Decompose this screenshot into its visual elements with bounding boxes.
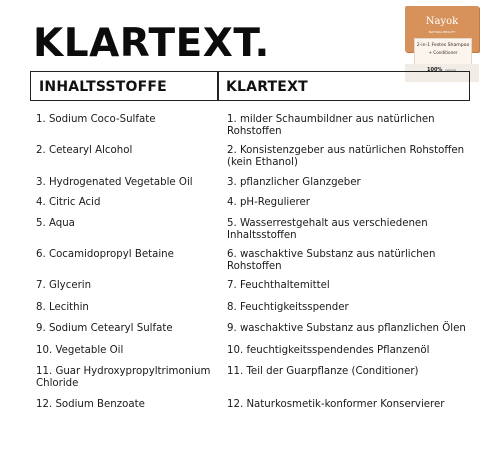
page-title: KLARTEXT. (33, 21, 270, 66)
ingredient-cell: 3. Hydrogenated Vegetable Oil (36, 177, 193, 188)
ingredient-cell: 9. Sodium Cetearyl Sulfate (36, 323, 173, 334)
product-badge: 100% (427, 67, 443, 73)
explanation-cell: 7. Feuchthaltemittel (227, 280, 330, 291)
ingredient-cell: 4. Citric Acid (36, 197, 101, 208)
ingredient-cell: 1. Sodium Coco-Sulfate (36, 114, 156, 125)
product-label-line2: + Conditioner (428, 50, 458, 55)
explanation-cell: 9. waschaktive Substanz aus pflanzlichen Ölen (227, 323, 466, 334)
header-ingredients: INHALTSSTOFFE (39, 79, 167, 95)
product-label-line1: 2-in-1 Festes Shampoo (416, 43, 470, 48)
ingredient-cell: 12. Sodium Benzoate (36, 399, 145, 410)
explanation-cell: 8. Feuchtigkeitsspender (227, 302, 349, 313)
header-klartext: KLARTEXT (226, 79, 308, 95)
ingredient-cell: 5. Aqua (36, 218, 75, 229)
explanation-cell: 2. Konsistenzgeber aus natürlichen Rohstoffen (kein Ethanol) (227, 145, 465, 168)
ingredient-cell: 6. Cocamidopropyl Betaine (36, 249, 174, 260)
product-brand: Nayok (425, 16, 459, 27)
product-badge-small: natural (445, 68, 456, 72)
explanation-cell: 3. pflanzlicher Glanzgeber (227, 177, 361, 188)
ingredient-cell: 2. Cetearyl Alcohol (36, 145, 133, 156)
ingredient-cell: 11. Guar Hydroxypropyltrimonium Chloride (36, 366, 211, 389)
explanation-cell: 12. Naturkosmetik-konformer Konservierer (227, 399, 445, 410)
header-divider (217, 72, 219, 100)
explanation-cell: 6. waschaktive Substanz aus natürlichen Rohstoffen (227, 249, 436, 272)
product-subtitle: NATURAL BEAUTY (428, 30, 456, 34)
explanation-cell: 5. Wasserrestgehalt aus verschiedenen Inhaltsstoffen (227, 218, 428, 241)
ingredient-cell: 8. Lecithin (36, 302, 89, 313)
explanation-cell: 4. pH-Regulierer (227, 197, 310, 208)
explanation-cell: 1. milder Schaumbildner aus natürlichen Rohstoffen (227, 114, 435, 137)
ingredient-cell: 7. Glycerin (36, 280, 92, 291)
ingredient-cell: 10. Vegetable Oil (36, 345, 124, 356)
explanation-cell: 10. feuchtigkeitsspendendes Pflanzenöl (227, 345, 430, 356)
table-header (30, 71, 470, 101)
product-label (414, 38, 472, 66)
explanation-cell: 11. Teil der Guarpflanze (Conditioner) (227, 366, 419, 377)
